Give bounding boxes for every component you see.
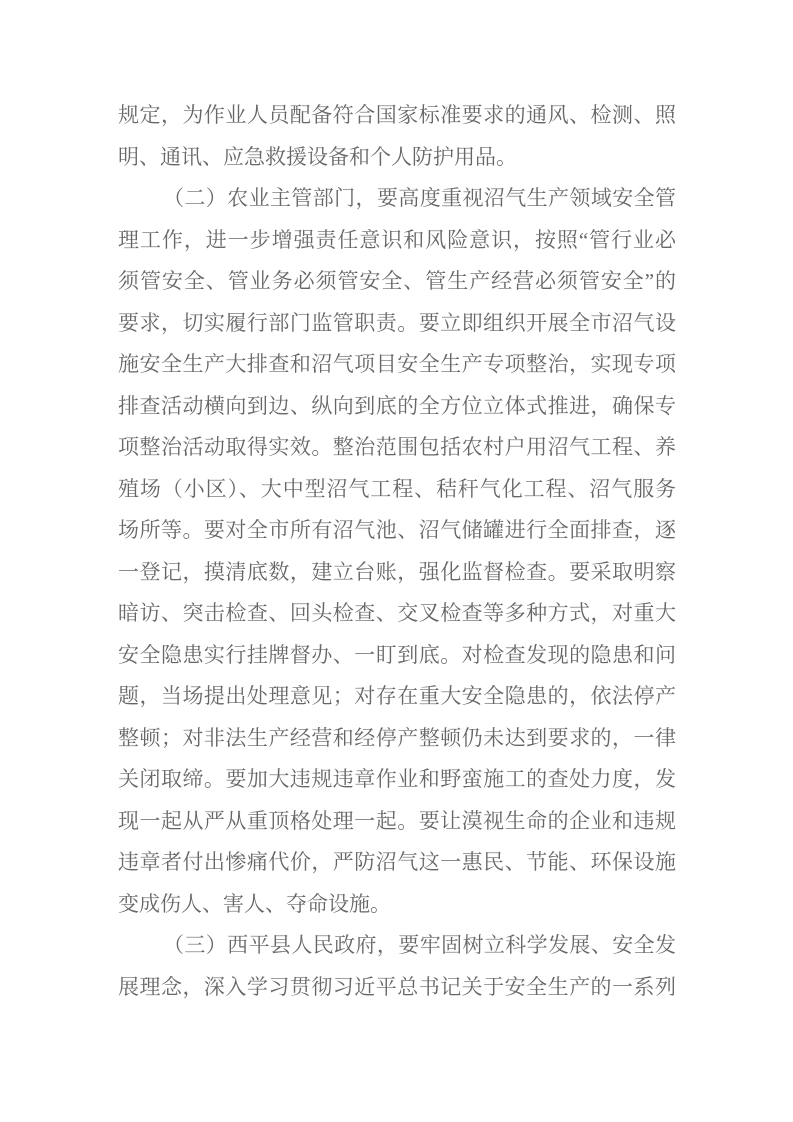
text-line: （三）西平县人民政府，要牢固树立科学发展、安全发 [163, 933, 676, 957]
document-body [118, 95, 676, 1008]
text-line: 规定，为作业人员配备符合国家标准要求的通风、检测、照 [118, 103, 676, 127]
text-line: 整顿；对非法生产经营和经停产整顿仍未达到要求的，一律 [118, 725, 676, 750]
text-line: （二）农业主管部门，要高度重视沼气生产领域安全管 [163, 186, 676, 210]
text-line: 变成伤人、害人、夺命设施。 [118, 891, 391, 916]
text-line: 安全隐患实行挂牌督办、一盯到底。对检查发现的隐患和问 [118, 642, 676, 667]
text-line: 明、通讯、应急救援设备和个人防护用品。 [118, 144, 517, 169]
text-line: 排查活动横向到边、纵向到底的全方位立体式推进，确保专 [118, 393, 676, 418]
paragraph-section-3 [118, 925, 676, 1008]
paragraph-continuation [118, 95, 676, 178]
text-line: 须管安全、管业务必须管安全、管生产经营必须管安全”的 [118, 269, 676, 293]
text-line: 项整治活动取得实效。整治范围包括农村户用沼气工程、养 [118, 435, 676, 459]
paragraph-section-2 [118, 178, 676, 925]
text-line: 暗访、突击检查、回头检查、交叉检查等多种方式，对重大 [118, 601, 676, 625]
text-line: 违章者付出惨痛代价，严防沼气这一惠民、节能、环保设施 [118, 850, 676, 874]
text-line: 现一起从严从重顶格处理一起。要让漠视生命的企业和违规 [118, 808, 676, 833]
text-line: 殖场（小区）、大中型沼气工程、秸秆气化工程、沼气服务 [118, 476, 676, 501]
text-line: 一登记，摸清底数，建立台账，强化监督检查。要采取明察 [118, 559, 676, 584]
text-line: 展理念，深入学习贯彻习近平总书记关于安全生产的一系列 [118, 974, 676, 999]
text-line: 理工作，进一步增强责任意识和风险意识，按照“管行业必 [118, 227, 676, 252]
text-line: 要求，切实履行部门监管职责。要立即组织开展全市沼气设 [118, 310, 676, 335]
text-line: 施安全生产大排查和沼气项目安全生产专项整治，实现专项 [118, 352, 676, 376]
text-line: 题，当场提出处理意见；对存在重大安全隐患的，依法停产 [118, 684, 676, 708]
text-line: 关闭取缔。要加大违规违章作业和野蛮施工的查处力度，发 [118, 767, 676, 791]
text-line: 场所等。要对全市所有沼气池、沼气储罐进行全面排查，逐 [118, 518, 676, 542]
